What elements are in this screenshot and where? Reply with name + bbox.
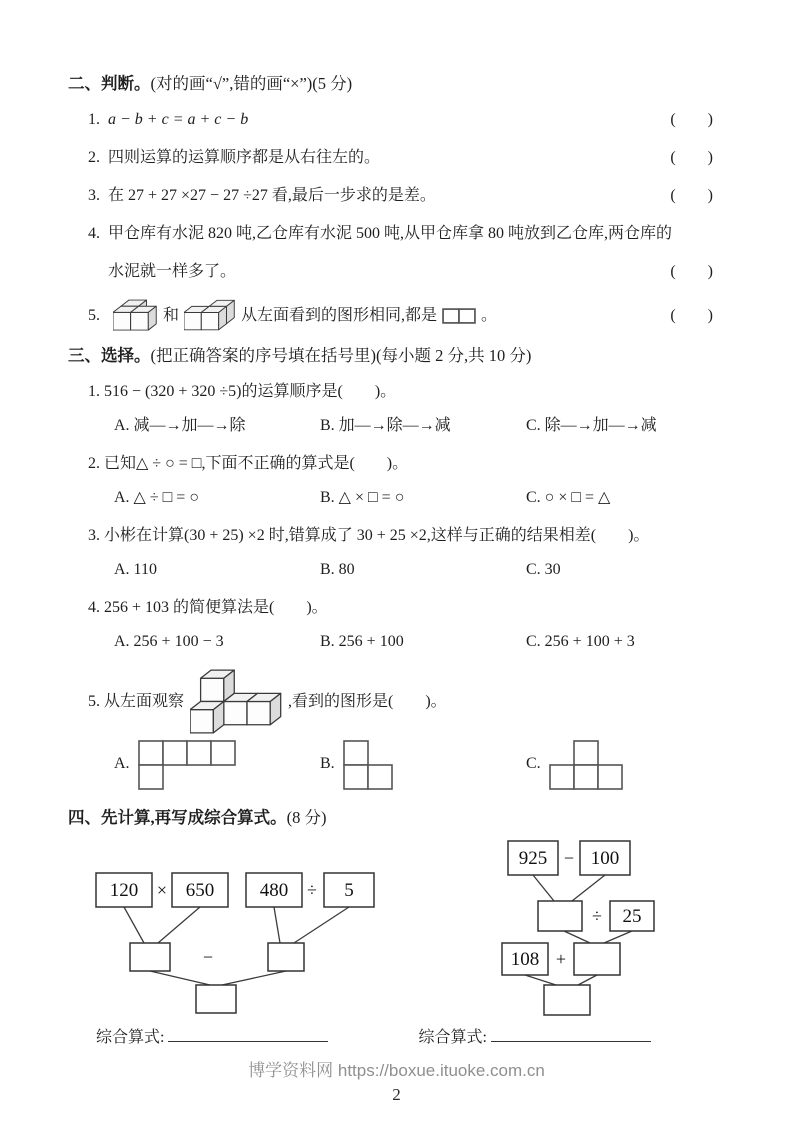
answer-bracket[interactable]: ( ): [670, 187, 713, 204]
tree-left-value-5: 5: [344, 880, 354, 901]
option-b[interactable]: B. 80: [320, 561, 355, 578]
option-c[interactable]: [526, 740, 623, 790]
judge-item-5-body: [88, 299, 497, 332]
choice-q4-stem: 4. 256 + 103 的简便算法是( )。: [88, 599, 328, 616]
section-choice-title-note: (把正确答案的序号填在括号里)(每小题 2 分,共 10 分): [150, 346, 532, 365]
choice-q4-options: [114, 631, 713, 653]
choice-q2-stem: 2. 已知△ ÷ ○ = □,下面不正确的算式是( )。: [88, 455, 409, 472]
cubes-figure-3: [190, 669, 282, 734]
cubes-figure-1: [113, 299, 158, 332]
footer-watermark: 博学资料网 https://boxue.ituoke.com.cn: [248, 1061, 545, 1080]
answer-box[interactable]: [544, 985, 590, 1015]
choice-q3-stem: 3. 小彬在计算(30 + 25) ×2 时,错算成了 30 + 25 ×2,这样与正确的结果相差( )。: [88, 527, 650, 544]
choice-q1-options: [114, 415, 713, 437]
option-b[interactable]: B. 加—→除—→减: [320, 417, 451, 434]
option-a[interactable]: A. 减—→加—→除: [114, 417, 246, 434]
shape-option-a: [138, 740, 236, 790]
judge-item-1-text: a − b + c = a + c − b: [108, 111, 249, 128]
choice-q5-post: ,看到的图形是( )。: [288, 692, 447, 710]
judge-item-5: [88, 299, 713, 332]
item-number: 5.: [88, 306, 100, 324]
section-compute-title-note: (8 分): [286, 808, 327, 827]
option-a[interactable]: A. 256 + 100 − 3: [114, 633, 224, 650]
item-number: 3.: [88, 187, 100, 204]
section-judge-title-note: (对的画“√”,错的画“×”)(5 分): [150, 74, 353, 93]
tree-left-value-650: 650: [185, 880, 215, 901]
answer-bracket[interactable]: ( ): [670, 306, 713, 324]
item-number: 4.: [88, 225, 100, 242]
cubes-figure-2: [184, 299, 236, 332]
option-a-label: A.: [114, 755, 130, 772]
answer-box[interactable]: [538, 901, 582, 931]
judge-item-2-text: 四则运算的运算顺序都是从右往左的。: [108, 149, 381, 166]
judge-item-5-tail: 从左面看到的图形相同,都是: [241, 306, 438, 324]
answer-box[interactable]: [130, 943, 170, 971]
judge-item-5-mid: 和: [163, 306, 180, 324]
choice-q2-options: [114, 487, 713, 509]
shape-option-c: [549, 740, 623, 790]
option-b[interactable]: B. 256 + 100: [320, 633, 404, 650]
section-compute-title-strong: 四、先计算,再写成综合算式。: [68, 808, 287, 827]
answer-box[interactable]: [574, 943, 620, 975]
tree-right-value-100: 100: [590, 848, 620, 869]
expression-answer-left: [96, 1027, 328, 1049]
answer-box[interactable]: [196, 985, 236, 1013]
answer-blank-line[interactable]: [491, 1027, 651, 1042]
option-a[interactable]: A. △ ÷ □ = ○: [114, 489, 199, 506]
tree-right-op-plus: +: [555, 949, 567, 969]
option-b[interactable]: [320, 740, 526, 790]
expression-answer-row: [68, 1027, 713, 1049]
expression-tree-left: [88, 863, 388, 1021]
tree-left-op-multiply: ×: [156, 880, 168, 900]
item-number: 1.: [88, 111, 100, 128]
option-c[interactable]: C. ○ × □ = △: [526, 489, 611, 506]
section-judge-title-strong: 二、判断。: [68, 74, 151, 93]
judge-item-5-end: 。: [481, 306, 498, 324]
section-compute: [68, 806, 713, 1049]
choice-q1-stem: 1. 516 − (320 + 320 ÷5)的运算顺序是( )。: [88, 383, 397, 400]
compute-diagrams: [68, 837, 713, 1023]
answer-bracket[interactable]: ( ): [670, 111, 713, 128]
judge-item-1: [88, 109, 713, 131]
option-b-label: B.: [320, 755, 335, 772]
option-a[interactable]: A. 110: [114, 561, 157, 578]
option-a[interactable]: [114, 740, 320, 790]
tree-right-op-minus: −: [563, 848, 575, 868]
judge-item-4-line2: [88, 261, 713, 283]
answer-box[interactable]: [268, 943, 304, 971]
two-squares-figure: [442, 308, 476, 324]
judge-item-4-text2: 水泥就一样多了。: [108, 263, 237, 280]
choice-q5-options: [114, 740, 713, 790]
answer-bracket[interactable]: ( ): [670, 149, 713, 166]
section-choice-title-strong: 三、选择。: [68, 346, 151, 365]
option-c-label: C.: [526, 755, 541, 772]
section-judge-title: [68, 72, 713, 95]
choice-q3-options: [114, 559, 713, 581]
item-number: 2.: [88, 149, 100, 166]
option-c[interactable]: C. 30: [526, 561, 561, 578]
judge-item-2-body: [88, 147, 380, 169]
option-c[interactable]: C. 除—→加—→减: [526, 417, 657, 434]
tree-left-value-480: 480: [259, 880, 289, 901]
judge-item-1-body: [88, 109, 248, 131]
choice-q5-pre: 5. 从左面观察: [88, 692, 185, 710]
judge-item-4-body: [108, 261, 236, 283]
expression-tree-right: [432, 837, 692, 1021]
expression-answer-right: [418, 1027, 650, 1049]
answer-blank-line[interactable]: [168, 1027, 328, 1042]
choice-q5-stem: [88, 669, 713, 734]
judge-item-4-text1: 甲仓库有水泥 820 吨,乙仓库有水泥 500 吨,从甲仓库拿 80 吨放到乙仓库,两仓库的: [108, 225, 673, 242]
option-c[interactable]: C. 256 + 100 + 3: [526, 633, 635, 650]
expression-label: 综合算式:: [96, 1029, 165, 1046]
tree-right-value-925: 925: [518, 848, 548, 869]
section-choice-title: [68, 344, 713, 367]
section-compute-title: [68, 806, 713, 829]
section-choice: [68, 344, 713, 790]
tree-right-value-108: 108: [510, 949, 540, 970]
judge-item-3-text: 在 27 + 27 ×27 − 27 ÷27 看,最后一步求的是差。: [108, 187, 436, 204]
expression-label: 综合算式:: [418, 1029, 487, 1046]
tree-left-op-divide: ÷: [307, 880, 317, 900]
answer-bracket[interactable]: ( ): [670, 263, 713, 280]
shape-option-b: [343, 740, 393, 790]
judge-item-3-body: [88, 185, 436, 207]
section-judge: [68, 72, 713, 332]
page-number: 2: [392, 1085, 401, 1104]
judge-item-2: [88, 147, 713, 169]
judge-item-4-line1: [88, 223, 713, 245]
tree-right-value-25: 25: [622, 906, 642, 927]
option-b[interactable]: B. △ × □ = ○: [320, 489, 405, 506]
judge-item-3: [88, 185, 713, 207]
tree-left-value-120: 120: [109, 880, 139, 901]
tree-left-op-minus: −: [202, 947, 214, 967]
tree-right-op-divide: ÷: [592, 906, 602, 926]
